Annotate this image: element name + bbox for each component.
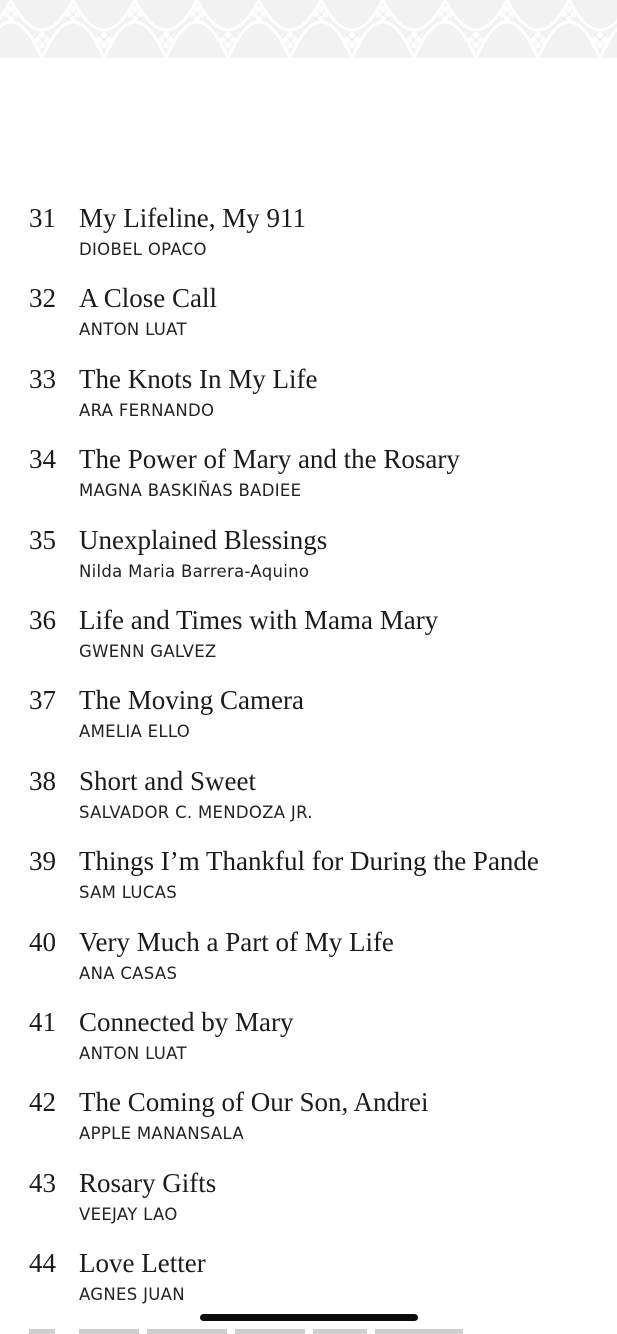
entry-number: 36 (29, 604, 56, 635)
entry-number: 39 (29, 846, 56, 877)
toc-entry[interactable] (0, 678, 617, 758)
entry-title[interactable]: The Moving Camera (79, 685, 304, 716)
toc-entry[interactable] (0, 1000, 617, 1080)
entry-title[interactable]: Love Letter (79, 1248, 206, 1279)
entry-number: 44 (29, 1248, 56, 1279)
toc-entry[interactable] (0, 357, 617, 437)
entry-author: AGNES JUAN (79, 1285, 185, 1305)
entry-author: VEEJAY LAO (79, 1204, 178, 1224)
entry-author: SALVADOR C. MENDOZA JR. (79, 802, 313, 822)
home-indicator[interactable] (200, 1314, 418, 1321)
entry-author: ARA FERNANDO (79, 400, 215, 420)
toc-entry[interactable] (0, 196, 617, 276)
entry-title[interactable]: A Close Call (79, 283, 218, 314)
entry-author: APPLE MANANSALA (79, 1124, 244, 1144)
toc-entry[interactable] (0, 1080, 617, 1160)
toc-entry[interactable] (0, 759, 617, 839)
entry-number: 37 (29, 685, 56, 716)
entry-title[interactable]: The Power of Mary and the Rosary (79, 444, 460, 475)
toc-entry[interactable] (0, 437, 617, 517)
entry-number: 33 (29, 363, 56, 394)
toc-entry[interactable] (0, 839, 617, 919)
decorative-pattern-header (0, 0, 617, 58)
clipped-text-fragment (29, 1323, 589, 1334)
toc-entry[interactable] (0, 598, 617, 678)
entry-number: 34 (29, 444, 56, 475)
next-entry-peek (29, 1322, 589, 1334)
toc-entry[interactable] (0, 518, 617, 598)
entry-author: GWENN GALVEZ (79, 641, 217, 661)
entry-title[interactable]: Short and Sweet (79, 765, 256, 796)
toc-entry[interactable] (0, 1161, 617, 1241)
entry-author: DIOBEL OPACO (79, 240, 207, 259)
entry-author: ANTON LUAT (79, 320, 187, 340)
entry-title[interactable]: Life and Times with Mama Mary (79, 604, 439, 635)
entry-number: 32 (29, 283, 56, 314)
entry-number: 41 (29, 1006, 56, 1037)
entry-title[interactable]: Rosary Gifts (79, 1167, 217, 1198)
entry-title[interactable]: Connected by Mary (79, 1006, 294, 1037)
toc-entry[interactable] (0, 276, 617, 356)
entry-number: 38 (29, 765, 56, 796)
entry-author: ANA CASAS (79, 963, 178, 983)
entry-title[interactable]: The Coming of Our Son, Andrei (79, 1087, 429, 1118)
toc-entry[interactable] (0, 920, 617, 1000)
entry-number: 42 (29, 1087, 56, 1118)
entry-number: 43 (29, 1167, 56, 1198)
entry-title[interactable]: My Lifeline, My 911 (79, 203, 306, 233)
table-of-contents (0, 196, 617, 1321)
entry-number: 31 (29, 203, 56, 233)
entry-title[interactable]: Very Much a Part of My Life (79, 926, 394, 957)
entry-number: 35 (29, 524, 56, 555)
entry-number: 40 (29, 926, 56, 957)
entry-title[interactable]: The Knots In My Life (79, 363, 318, 394)
entry-author: Nilda Maria Barrera-Aquino (79, 561, 310, 581)
entry-author: AMELIA ELLO (79, 722, 191, 742)
entry-author: ANTON LUAT (79, 1043, 187, 1063)
entry-title[interactable]: Unexplained Blessings (79, 524, 328, 555)
entry-author: SAM LUCAS (79, 883, 177, 903)
entry-author: MAGNA BASKIÑAS BADIEE (79, 481, 302, 501)
lattice-pattern-icon (0, 0, 617, 58)
entry-title[interactable]: Things I’m Thankful for During the Pande (79, 846, 539, 877)
toc-entry[interactable] (0, 1241, 617, 1321)
